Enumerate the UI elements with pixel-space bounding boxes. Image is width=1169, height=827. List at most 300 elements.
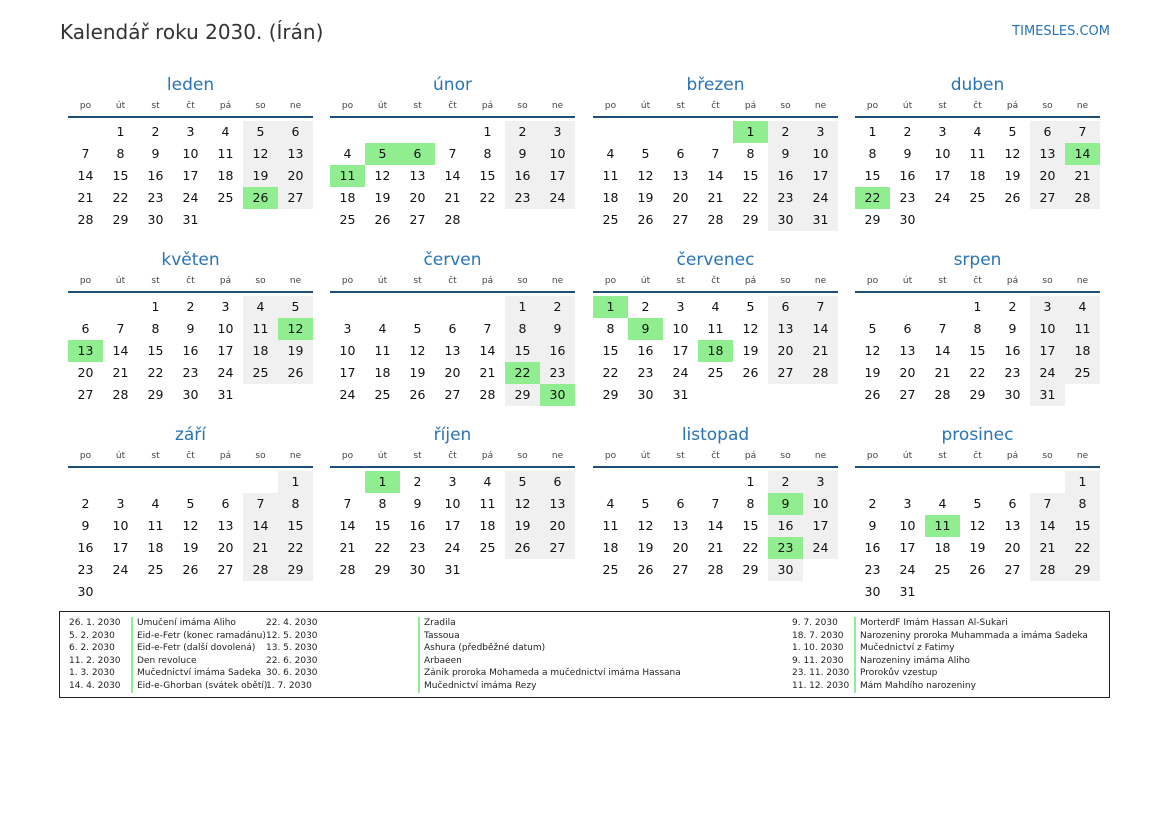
weekday-label: po	[866, 451, 879, 461]
holiday-row	[792, 680, 1110, 693]
day-cell: 25	[602, 212, 619, 227]
weekday-label: čt	[186, 101, 195, 111]
day-cell: 30	[147, 212, 164, 227]
day-cell: 7	[711, 496, 720, 511]
day-cell: 5	[505, 471, 540, 493]
empty-cell	[995, 209, 1030, 231]
month-name: srpen	[953, 250, 1002, 270]
day-cell: 28	[707, 562, 724, 577]
empty-cell	[1030, 581, 1065, 603]
holiday-row	[69, 680, 277, 693]
empty-cell	[400, 121, 435, 143]
day-cell: 26	[742, 365, 759, 380]
weekday-label: st	[676, 276, 685, 286]
day-cell: 7	[711, 146, 720, 161]
holiday-name: Tassoua	[418, 630, 784, 643]
day-cell: 26	[374, 212, 391, 227]
day-cell: 4	[221, 124, 230, 139]
day-cell: 5	[641, 146, 650, 161]
weekday-label: st	[413, 101, 422, 111]
day-cell: 16	[409, 518, 426, 533]
week-row	[330, 559, 575, 581]
day-cell: 14	[707, 168, 724, 183]
week-row	[330, 209, 575, 231]
holiday-day-cell: 22	[855, 187, 890, 209]
day-cell: 7	[81, 146, 90, 161]
empty-cell	[663, 471, 698, 493]
day-cell: 30	[768, 559, 803, 581]
week-row	[330, 493, 575, 515]
weekday-label: pá	[219, 451, 232, 461]
day-cell: 26	[182, 562, 199, 577]
day-cell: 17	[182, 168, 199, 183]
day-cell: 24	[803, 187, 838, 209]
day-cell: 8	[868, 146, 877, 161]
holiday-name: Eid-e-Ghorban (svátek obětí)	[131, 680, 277, 693]
day-cell: 11	[602, 168, 619, 183]
holiday-day-cell: 13	[68, 340, 103, 362]
day-cell: 19	[374, 190, 391, 205]
weekday-header	[68, 97, 313, 118]
day-cell: 21	[77, 190, 94, 205]
holiday-day-cell: 22	[505, 362, 540, 384]
month-name: květen	[161, 250, 220, 270]
day-cell: 6	[676, 146, 685, 161]
day-cell: 30	[77, 584, 94, 599]
week-row	[855, 362, 1100, 384]
day-cell: 23	[147, 190, 164, 205]
weekday-label: po	[604, 101, 617, 111]
weekday-label: út	[377, 451, 388, 461]
day-cell: 2	[413, 474, 422, 489]
day-cell: 20	[672, 190, 689, 205]
month-září	[68, 423, 313, 603]
day-cell: 24	[444, 540, 461, 555]
week-row	[330, 318, 575, 340]
day-cell: 6	[676, 496, 685, 511]
week-row	[593, 362, 838, 384]
weekday-label: ne	[1076, 451, 1089, 461]
weekday-label: ne	[551, 451, 564, 461]
day-cell: 13	[444, 343, 461, 358]
day-cell: 10	[217, 321, 234, 336]
day-cell: 7	[483, 321, 492, 336]
day-cell: 21	[1030, 537, 1065, 559]
weekday-header	[68, 272, 313, 293]
month-duben	[855, 73, 1100, 231]
empty-cell	[1065, 581, 1100, 603]
day-cell: 13	[540, 493, 575, 515]
empty-cell	[995, 471, 1030, 493]
day-cell: 26	[969, 562, 986, 577]
week-row	[855, 165, 1100, 187]
weekday-header	[855, 97, 1100, 118]
empty-cell	[103, 581, 138, 603]
day-cell: 23	[1004, 365, 1021, 380]
day-cell: 21	[112, 365, 129, 380]
holiday-date: 12. 5. 2030	[266, 630, 318, 641]
day-cell: 31	[672, 387, 689, 402]
week-row	[593, 318, 838, 340]
holiday-row	[266, 617, 784, 630]
weekday-label: pá	[481, 101, 494, 111]
week-row	[330, 362, 575, 384]
holiday-date: 1. 7. 2030	[266, 680, 312, 691]
day-cell: 15	[278, 515, 313, 537]
day-cell: 10	[803, 493, 838, 515]
weekday-label: po	[604, 276, 617, 286]
day-cell: 22	[278, 537, 313, 559]
empty-cell	[593, 471, 628, 493]
weekday-label: ne	[551, 276, 564, 286]
day-cell: 20	[1030, 165, 1065, 187]
day-cell: 1	[483, 124, 492, 139]
day-cell: 12	[969, 518, 986, 533]
day-cell: 22	[112, 190, 129, 205]
weekday-label: st	[938, 276, 947, 286]
empty-cell	[925, 209, 960, 231]
weekday-label: čt	[448, 101, 457, 111]
empty-cell	[925, 581, 960, 603]
empty-cell	[1030, 471, 1065, 493]
weekday-label: út	[902, 101, 913, 111]
day-cell: 6	[448, 321, 457, 336]
week-row	[593, 209, 838, 231]
holiday-row	[792, 667, 1110, 680]
month-name: březen	[686, 75, 745, 95]
day-cell: 9	[768, 143, 803, 165]
page-title: Kalendář roku 2030. (Írán)	[60, 20, 324, 44]
day-cell: 6	[768, 296, 803, 318]
day-cell: 18	[934, 540, 951, 555]
weekday-label: út	[640, 101, 651, 111]
weekday-label: út	[115, 276, 126, 286]
month-červen	[330, 248, 575, 406]
week-row	[330, 296, 575, 318]
day-cell: 7	[803, 296, 838, 318]
holiday-name: Mučednictví imáma Sadeka	[131, 667, 277, 680]
day-cell: 19	[243, 165, 278, 187]
holiday-date: 13. 5. 2030	[266, 643, 318, 654]
holiday-day-cell: 14	[1065, 143, 1100, 165]
week-row	[68, 471, 313, 493]
day-cell: 3	[540, 121, 575, 143]
day-cell: 17	[899, 540, 916, 555]
day-cell: 15	[969, 343, 986, 358]
day-cell: 18	[969, 168, 986, 183]
holiday-row	[266, 655, 784, 668]
week-row	[855, 515, 1100, 537]
day-cell: 18	[147, 540, 164, 555]
day-cell: 12	[243, 143, 278, 165]
empty-cell	[855, 296, 890, 318]
weekday-label: so	[517, 451, 528, 461]
weekday-label: st	[938, 101, 947, 111]
day-cell: 11	[602, 518, 619, 533]
weekday-label: čt	[973, 276, 982, 286]
day-cell: 19	[505, 515, 540, 537]
holiday-name: Arbaeen	[418, 655, 784, 668]
empty-cell	[208, 471, 243, 493]
holiday-list	[59, 611, 1110, 698]
empty-cell	[103, 471, 138, 493]
day-cell: 19	[969, 540, 986, 555]
empty-cell	[628, 471, 663, 493]
weekday-label: st	[151, 101, 160, 111]
day-cell: 17	[444, 518, 461, 533]
holiday-row	[69, 642, 277, 655]
week-row	[855, 187, 1100, 209]
day-cell: 25	[243, 362, 278, 384]
day-cell: 3	[803, 121, 838, 143]
day-cell: 24	[339, 387, 356, 402]
empty-cell	[278, 581, 313, 603]
week-row	[330, 143, 575, 165]
weekday-label: so	[780, 451, 791, 461]
weekday-label: ne	[814, 101, 827, 111]
day-cell: 1	[868, 124, 877, 139]
weekday-label: čt	[186, 276, 195, 286]
weekday-label: čt	[973, 451, 982, 461]
weekday-label: po	[866, 276, 879, 286]
week-row	[330, 515, 575, 537]
week-row	[593, 384, 838, 406]
month-srpen	[855, 248, 1100, 406]
week-row	[330, 340, 575, 362]
week-row	[330, 471, 575, 493]
day-cell: 2	[768, 471, 803, 493]
day-cell: 18	[602, 190, 619, 205]
holiday-date: 22. 6. 2030	[266, 655, 318, 666]
day-cell: 12	[505, 493, 540, 515]
day-cell: 17	[803, 515, 838, 537]
day-cell: 9	[186, 321, 195, 336]
month-únor	[330, 73, 575, 231]
weekday-header	[855, 272, 1100, 293]
day-cell: 13	[278, 143, 313, 165]
day-cell: 25	[374, 387, 391, 402]
weekday-label: so	[780, 101, 791, 111]
day-cell: 8	[151, 321, 160, 336]
day-cell: 12	[742, 321, 759, 336]
day-cell: 22	[374, 540, 391, 555]
empty-cell	[855, 471, 890, 493]
day-cell: 1	[505, 296, 540, 318]
day-cell: 5	[973, 496, 982, 511]
holiday-row	[792, 642, 1110, 655]
empty-cell	[505, 209, 540, 231]
days-grid	[855, 121, 1100, 231]
day-cell: 4	[711, 299, 720, 314]
day-cell: 30	[1004, 387, 1021, 402]
week-row	[68, 209, 313, 231]
empty-cell	[173, 581, 208, 603]
day-cell: 3	[676, 299, 685, 314]
day-cell: 22	[742, 190, 759, 205]
day-cell: 19	[637, 540, 654, 555]
day-cell: 8	[505, 318, 540, 340]
day-cell: 25	[707, 365, 724, 380]
day-cell: 9	[81, 518, 90, 533]
day-cell: 6	[540, 471, 575, 493]
holiday-date: 9. 7. 2030	[792, 618, 838, 628]
days-grid	[855, 471, 1100, 603]
day-cell: 26	[637, 562, 654, 577]
day-cell: 4	[938, 496, 947, 511]
day-cell: 31	[444, 562, 461, 577]
day-cell: 24	[540, 187, 575, 209]
day-cell: 20	[444, 365, 461, 380]
empty-cell	[1065, 209, 1100, 231]
empty-cell	[925, 296, 960, 318]
day-cell: 11	[374, 343, 391, 358]
week-row	[593, 296, 838, 318]
weekday-label: ne	[814, 276, 827, 286]
weekday-label: so	[255, 276, 266, 286]
day-cell: 13	[672, 518, 689, 533]
weekday-label: st	[413, 276, 422, 286]
day-cell: 10	[934, 146, 951, 161]
holiday-day-cell: 6	[400, 143, 435, 165]
weekday-label: po	[79, 276, 92, 286]
empty-cell	[628, 121, 663, 143]
day-cell: 28	[934, 387, 951, 402]
day-cell: 18	[243, 340, 278, 362]
weekday-header	[593, 447, 838, 468]
day-cell: 24	[182, 190, 199, 205]
weekday-label: čt	[448, 276, 457, 286]
weekday-label: so	[1042, 276, 1053, 286]
week-row	[855, 296, 1100, 318]
day-cell: 28	[1030, 559, 1065, 581]
day-cell: 23	[505, 187, 540, 209]
day-cell: 31	[899, 584, 916, 599]
empty-cell	[803, 384, 838, 406]
day-cell: 23	[409, 540, 426, 555]
month-říjen	[330, 423, 575, 581]
holiday-name: Eid-e-Fetr (další dovolená)	[131, 642, 277, 655]
day-cell: 17	[540, 165, 575, 187]
day-cell: 28	[112, 387, 129, 402]
holiday-date: 1. 3. 2030	[69, 668, 115, 679]
week-row	[593, 515, 838, 537]
day-cell: 15	[1065, 515, 1100, 537]
day-cell: 25	[969, 190, 986, 205]
weekday-label: po	[79, 451, 92, 461]
weekday-label: út	[640, 451, 651, 461]
day-cell: 14	[243, 515, 278, 537]
week-row	[68, 121, 313, 143]
day-cell: 28	[339, 562, 356, 577]
holiday-row	[266, 630, 784, 643]
day-cell: 11	[217, 146, 234, 161]
day-cell: 27	[1030, 187, 1065, 209]
week-row	[68, 165, 313, 187]
day-cell: 17	[934, 168, 951, 183]
holiday-date: 23. 11. 2030	[792, 668, 850, 679]
day-cell: 18	[1065, 340, 1100, 362]
empty-cell	[103, 296, 138, 318]
weekday-label: pá	[481, 276, 494, 286]
day-cell: 29	[602, 387, 619, 402]
day-cell: 3	[343, 321, 352, 336]
day-cell: 15	[602, 343, 619, 358]
empty-cell	[330, 471, 365, 493]
week-row	[68, 362, 313, 384]
month-leden	[68, 73, 313, 231]
holiday-day-cell: 30	[540, 384, 575, 406]
day-cell: 6	[903, 321, 912, 336]
day-cell: 9	[505, 143, 540, 165]
day-cell: 4	[243, 296, 278, 318]
week-row	[593, 493, 838, 515]
day-cell: 28	[444, 212, 461, 227]
weekday-label: út	[377, 101, 388, 111]
weekday-label: po	[79, 101, 92, 111]
weekday-label: čt	[711, 276, 720, 286]
holiday-date: 14. 4. 2030	[69, 680, 121, 691]
days-grid	[855, 296, 1100, 406]
day-cell: 27	[540, 537, 575, 559]
day-cell: 23	[864, 562, 881, 577]
day-cell: 25	[147, 562, 164, 577]
day-cell: 17	[112, 540, 129, 555]
day-cell: 25	[479, 540, 496, 555]
day-cell: 2	[903, 124, 912, 139]
empty-cell	[1030, 209, 1065, 231]
empty-cell	[803, 559, 838, 581]
month-name: duben	[950, 75, 1005, 95]
day-cell: 10	[339, 343, 356, 358]
holiday-name: Zradila	[418, 617, 784, 630]
day-cell: 20	[409, 190, 426, 205]
day-cell: 4	[483, 474, 492, 489]
day-cell: 12	[1004, 146, 1021, 161]
day-cell: 30	[864, 584, 881, 599]
day-cell: 9	[413, 496, 422, 511]
day-cell: 2	[81, 496, 90, 511]
weekday-label: čt	[186, 451, 195, 461]
day-cell: 27	[278, 187, 313, 209]
empty-cell	[243, 581, 278, 603]
empty-cell	[698, 384, 733, 406]
day-cell: 7	[938, 321, 947, 336]
day-cell: 20	[278, 165, 313, 187]
days-grid	[593, 471, 838, 581]
day-cell: 21	[339, 540, 356, 555]
day-cell: 9	[903, 146, 912, 161]
weekday-header	[68, 447, 313, 468]
day-cell: 14	[112, 343, 129, 358]
holiday-name: Prorokův vzestup	[854, 667, 1110, 680]
day-cell: 27	[1004, 562, 1021, 577]
day-cell: 26	[278, 362, 313, 384]
day-cell: 12	[637, 168, 654, 183]
day-cell: 26	[1004, 190, 1021, 205]
day-cell: 2	[540, 296, 575, 318]
week-row	[68, 537, 313, 559]
weekday-label: so	[1042, 101, 1053, 111]
day-cell: 3	[221, 299, 230, 314]
weekday-header	[330, 97, 575, 118]
site-link[interactable]: TIMESLES.COM	[1012, 24, 1110, 39]
day-cell: 22	[742, 540, 759, 555]
weekday-label: st	[938, 451, 947, 461]
week-row	[593, 143, 838, 165]
month-prosinec	[855, 423, 1100, 603]
month-listopad	[593, 423, 838, 581]
day-cell: 15	[479, 168, 496, 183]
